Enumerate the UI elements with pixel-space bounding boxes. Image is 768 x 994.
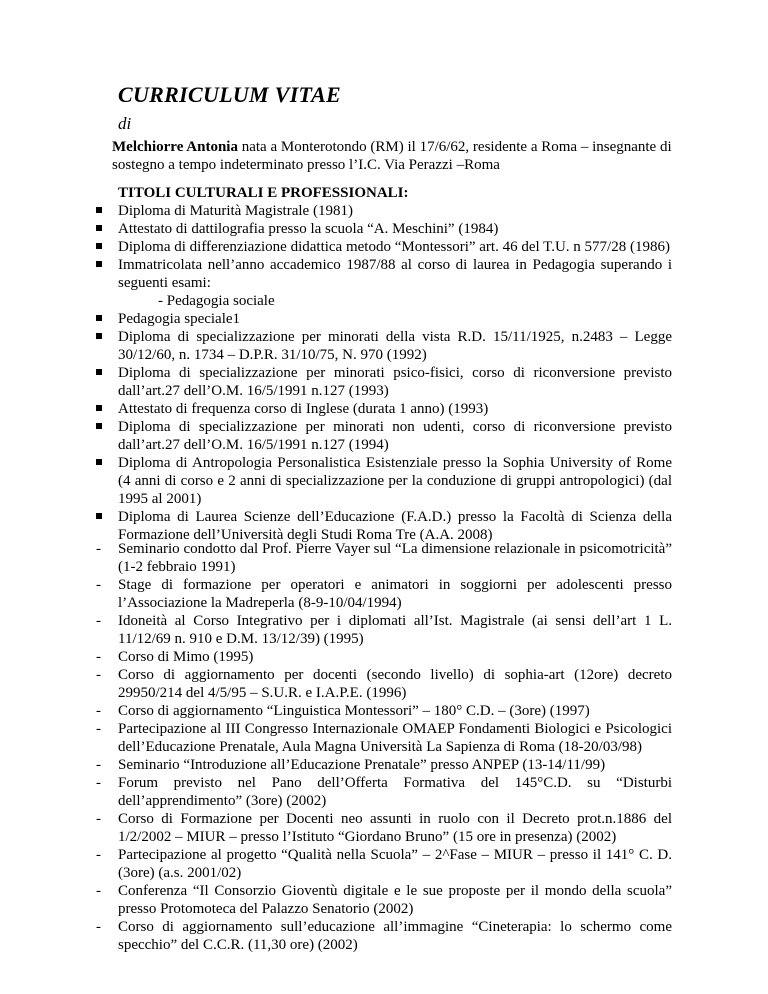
list-item: Attestato di dattilografia presso la scuola “A. Meschini” (1984): [96, 220, 672, 238]
intro-text: nata a Monterotondo (RM) il 17/6/62, residente a Roma – insegnante di sostegno a tempo indeterminato presso l’I.C. Via Perazzi –Roma: [112, 139, 672, 173]
bullet-icon: [96, 225, 102, 231]
list-item: - Idoneità al Corso Integrativo per i diplomati all’Ist. Magistrale (ai sensi dell’art 1 L. 11/12/69 n. 910 e D.M. 13/12/39) (1995): [96, 613, 672, 647]
dash-icon: -: [96, 811, 101, 827]
dash-icon: -: [96, 847, 101, 863]
bullet-icon: [96, 333, 102, 339]
list-item: Diploma di specializzazione per minorati non udenti, corso di riconversione previsto dall’art.27 dell’O.M. 16/5/1991 n.127 (1994): [96, 418, 672, 454]
dash-icon: -: [96, 721, 101, 737]
bullet-icon: [96, 513, 102, 519]
list-item: - Partecipazione al III Congresso Internazionale OMAEP Fondamenti Biologici e Psicologici dell’Educazione Prenatale, Aula Magna Università La Sapienza di Roma (18-20/03/98): [96, 721, 672, 755]
sub-list-item: - Pedagogia sociale: [158, 293, 275, 309]
bullet-icon: [96, 459, 102, 465]
list-item: - Seminario condotto dal Prof. Pierre Vayer sul “La dimensione relazionale in psicomotricità” (1-2 febbraio 1991): [96, 541, 672, 575]
dash-icon: -: [96, 577, 101, 593]
list-item: - Forum previsto nel Pano dell’Offerta Formativa del 145°C.D. su “Disturbi dell’apprendimento” (3ore) (2002): [96, 775, 672, 809]
list-item: Diploma di Laurea Scienze dell’Educazione (F.A.D.) presso la Facoltà di Scienza della Formazione dell’Università degli Studi Roma Tre (A.A. 2008): [96, 508, 672, 544]
dash-icon: -: [96, 703, 101, 719]
list-item: Attestato di frequenza corso di Inglese (durata 1 anno) (1993): [96, 400, 672, 418]
bullet-icon: [96, 405, 102, 411]
dash-icon: -: [96, 613, 101, 629]
list-item: - Partecipazione al progetto “Qualità nella Scuola” – 2^Fase – MIUR – presso il 141° C. D. (3ore) (a.s. 2001/02): [96, 847, 672, 881]
list-item: - Seminario “Introduzione all’Educazione Prenatale” presso ANPEP (13-14/11/99): [96, 757, 606, 773]
bullet-icon: [96, 261, 102, 267]
bullet-icon: [96, 423, 102, 429]
list-item: - Corso di aggiornamento “Linguistica Montessori” – 180° C.D. – (3ore) (1997): [96, 703, 590, 719]
list-item: Diploma di Maturità Magistrale (1981): [96, 202, 672, 220]
dash-icon: -: [96, 649, 101, 665]
bullet-icon: [96, 207, 102, 213]
list-item: - Corso di aggiornamento sull’educazione all’immagine “Cineterapia: lo schermo come specchio” del C.C.R. (11,30 ore) (2002): [96, 919, 672, 953]
section-title: TITOLI CULTURALI E PROFESSIONALI:: [118, 185, 409, 201]
person-name: Melchiorre Antonia: [112, 139, 238, 155]
document-title: CURRICULUM VITAE: [118, 82, 342, 107]
dash-icon: -: [96, 919, 101, 935]
list-item: Diploma di Antropologia Personalistica Esistenziale presso la Sophia University of Rome (4 anni di corso e 2 anni di specializzazione per la conduzione di gruppi antropologici) (dal 1995 al 2001): [96, 454, 672, 508]
courses-list: [96, 540, 672, 954]
bullet-icon: [96, 315, 102, 321]
document-subtitle: di: [118, 114, 132, 133]
list-item: Diploma di differenziazione didattica metodo “Montessori” art. 46 del T.U. n 577/28 (1986): [96, 238, 672, 256]
bullet-icon: [96, 243, 102, 249]
list-item: - Conferenza “Il Consorzio Gioventù digitale e le sue proposte per il mondo della scuola” presso Protomoteca del Palazzo Senatorio (2002): [96, 883, 672, 917]
list-item: Diploma di specializzazione per minorati della vista R.D. 15/11/1925, n.2483 – Legge 30/12/60, n. 1734 – D.P.R. 31/10/75, N. 970 (1992): [96, 328, 672, 364]
titles-list: [96, 202, 672, 544]
dash-icon: -: [96, 757, 101, 773]
list-item: Pedagogia speciale1: [96, 310, 672, 328]
dash-icon: -: [96, 883, 101, 899]
list-item: Diploma di specializzazione per minorati psico-fisici, corso di riconversione previsto dall’art.27 dell’O.M. 16/5/1991 n.127 (1993): [96, 364, 672, 400]
dash-icon: -: [96, 667, 101, 683]
list-item: Immatricolata nell’anno accademico 1987/88 al corso di laurea in Pedagogia superando i seguenti esami: - Pedagogia sociale: [96, 256, 672, 310]
bullet-icon: [96, 369, 102, 375]
list-item: - Corso di aggiornamento per docenti (secondo livello) di sophia-art (12ore) decreto 29950/214 del 4/5/95 – S.U.R. e I.A.P.E. (1996): [96, 667, 672, 701]
list-item: - Corso di Mimo (1995): [96, 649, 254, 665]
dash-icon: -: [96, 775, 101, 791]
list-item: - Stage di formazione per operatori e animatori in soggiorni per adolescenti presso l’Associazione la Madreperla (8-9-10/04/1994): [96, 577, 672, 611]
dash-icon: -: [96, 541, 101, 557]
list-item: - Corso di Formazione per Docenti neo assunti in ruolo con il Decreto prot.n.1886 del 1/2/2002 – MIUR – presso l’Istituto “Giordano Bruno” (15 ore in presenza) (2002): [96, 811, 672, 845]
intro-paragraph: [112, 138, 672, 174]
